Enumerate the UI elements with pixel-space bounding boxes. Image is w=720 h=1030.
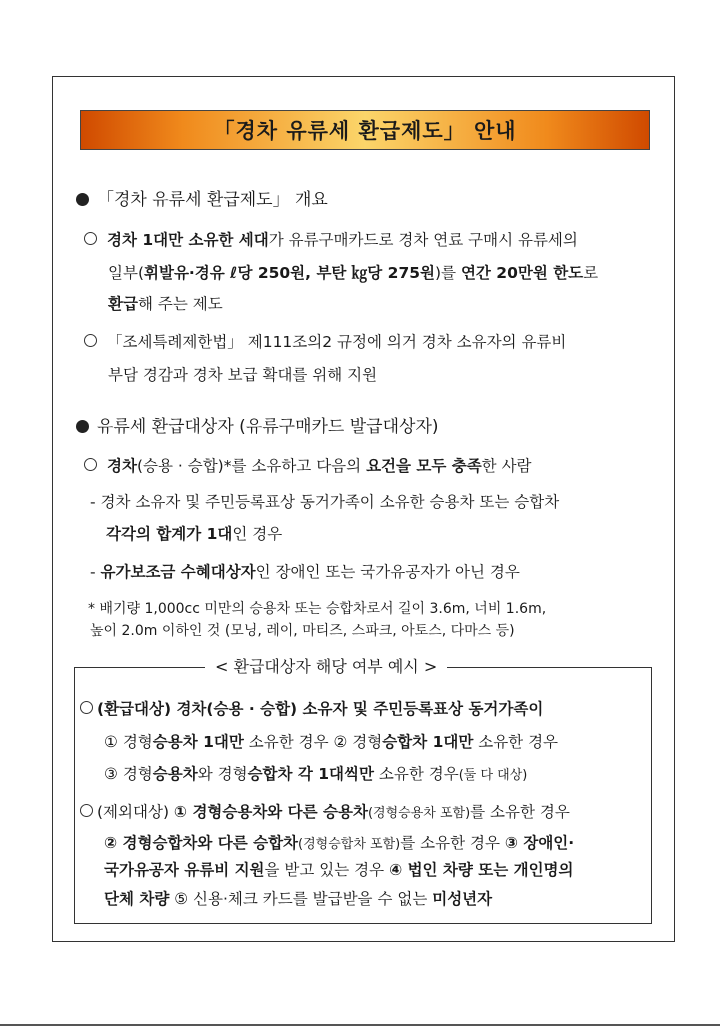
bullet-circle-icon [80,804,93,817]
footnote-line-2: 높이 2.0m 이하인 것 (모닝, 레이, 마티즈, 스파크, 아토스, 다마스 등) [90,623,515,639]
scan-bottom-edge [0,1024,720,1026]
section-heading-overview: 「경차 유류세 환급제도」 개요 [76,185,328,210]
overview-para-2b: 부담 경감과 경차 보급 확대를 위해 지원 [108,366,378,384]
example-excluded-2: ② 경형승합차와 다른 승합차(경형승합차 포함)를 소유한 경우 ③ 장애인· [104,834,575,852]
eligible-condition-1: - 경차 소유자 및 주민등록표상 동거가족이 소유한 승용차 또는 승합차 [90,493,560,511]
example-eligible-1: (환급대상) 경차(승용 · 승합) 소유자 및 주민등록표상 동거가족이 [80,697,543,719]
page-title: 「경차 유류세 환급제도」 안내 [80,110,650,150]
bullet-circle-icon [84,334,97,347]
bullet-dot-icon [76,193,89,206]
bullet-circle-icon [84,458,97,471]
example-eligible-2: ① 경형승용차 1대만 소유한 경우 ② 경형승합차 1대만 소유한 경우 [104,733,559,751]
footnote-line-1: * 배기량 1,000cc 미만의 승용차 또는 승합차로서 길이 3.6m, 너비 1.6m, [88,601,547,617]
overview-para-1c: 환급해 주는 제도 [108,295,223,313]
eligible-condition-1b: 각각의 합계가 1대인 경우 [106,525,283,543]
bullet-dot-icon [76,420,89,433]
overview-para-1b: 일부(휘발유·경유 ℓ당 250원, 부탄 ㎏당 275원)를 연간 20만원 한도로 [108,264,599,282]
section-heading-eligible: 유류세 환급대상자 (유류구매카드 발급대상자) [76,412,439,437]
bullet-circle-icon [80,701,93,714]
example-eligible-3: ③ 경형승용차와 경형승합차 각 1대씩만 소유한 경우(둘 다 대상) [104,765,528,783]
overview-para-1: 경차 1대만 소유한 세대가 유류구매카드로 경차 연료 구매시 유류세의 [84,228,578,250]
eligible-condition-2: - 유가보조금 수혜대상자인 장애인 또는 국가유공자가 아닌 경우 [90,563,520,581]
eligible-para-1: 경차(승용 · 승합)*를 소유하고 다음의 요건을 모두 충족한 사람 [84,454,532,476]
bullet-circle-icon [84,232,97,245]
example-box-title: < 환급대상자 해당 여부 예시 > [205,654,447,677]
example-excluded-4: 단체 차량 ⑤ 신용·체크 카드를 발급받을 수 없는 미성년자 [104,890,493,908]
example-excluded-1: (제외대상) ① 경형승용차와 다른 승용차(경형승용차 포함)를 소유한 경우 [80,800,570,822]
example-excluded-3: 국가유공자 유류비 지원을 받고 있는 경우 ④ 법인 차량 또는 개인명의 [104,861,574,879]
overview-para-2: 「조세특례제한법」 제111조의2 규정에 의거 경차 소유자의 유류비 [84,330,566,352]
